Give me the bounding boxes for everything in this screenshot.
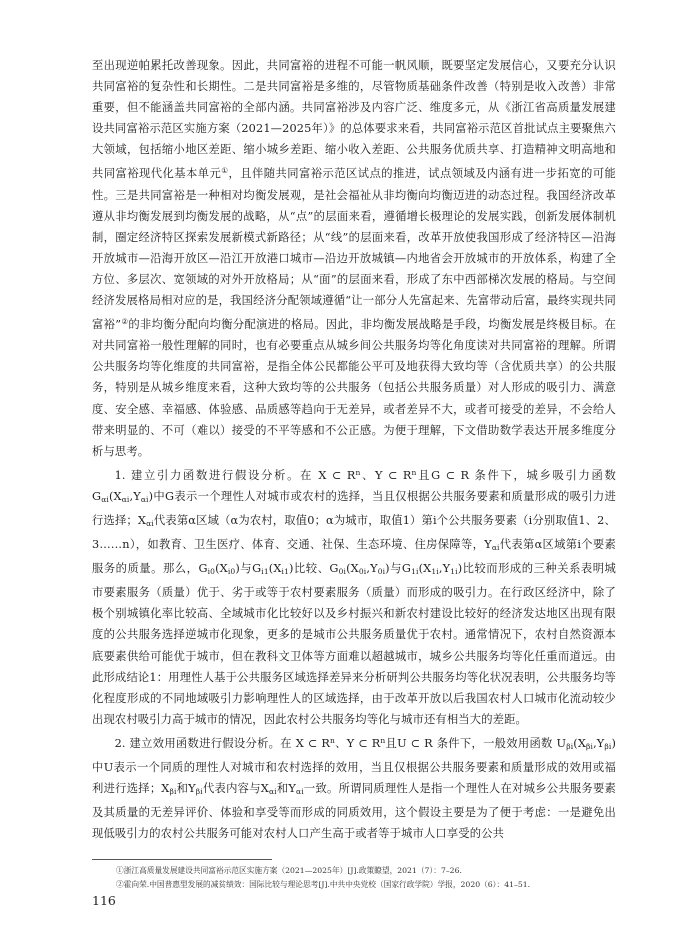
- subscript: βi: [169, 787, 177, 797]
- superscript: n: [380, 735, 386, 745]
- subscript: αi: [140, 494, 149, 504]
- superscript: n: [355, 467, 361, 477]
- text-run: 、Y ⊂ R: [334, 736, 381, 750]
- subscript: αi: [121, 494, 130, 504]
- footnotes: [92, 864, 616, 892]
- subscript: 1i: [411, 567, 419, 577]
- subscript: αi: [296, 787, 304, 797]
- text-run: (X: [418, 562, 432, 576]
- text-run: )中G表示一个理性人对城市或农村的选择，当且仅根据公共服务要素和质量形成的吸引力进行选择；X: [92, 489, 616, 527]
- footnote-1: ①浙江高质量发展建设共同富裕示范区实施方案（2021—2025年）[J].政策瞭望，2021（7）：7–26.: [116, 866, 462, 875]
- footnote-ref[interactable]: ①: [221, 166, 229, 176]
- text-run: )中U表示一个同质的理性人对城市和农村选择的效用，当且仅根据公共服务要素和质量形成的效用或福利进行选择；X: [92, 736, 617, 796]
- text-run: 代表第α区域第i个要素服务的质量。那么，G: [92, 538, 616, 576]
- subscript: αi: [268, 787, 277, 797]
- text-run: )比较而形成的三种关系表明城市要素服务（质量）优于、劣于或等于农村要素服务（质量）而形成的吸引力。在行政区经济中，除了极个别城镇化率比较高、全域城市化比较好以及乡村振兴和新农村建设比较好的经济发达地区出现有限度的公共服务选择逆城市化现象，更多的是城市公共服务质量优于农村。通常情况下，农村自然资源本底要素供给可能优于城市，但在教科文卫体等方面难以超越城市，城乡公共服务均等化任重而道远。由此形成结论1：用理性人基于公共服务区域选择差异来分析研判公共服务均等化状况表明，公共服务均等化程度形成的不同地域吸引力影响理性人的区域选择，由于改革开放以后我国农村人口城市化流动较少出现农村吸引力高于城市的情况，因此农村公共服务均等化与城市还有相当大的差距。: [92, 562, 616, 726]
- text-run: 且G ⊂ R 条件下，城乡吸引力函数 G: [92, 468, 616, 503]
- text-run: 的非均衡分配向均衡分配演进的格局。因此，非均衡发展战略是手段，均衡发展是终极目标。在对共同富裕一般性理解的同时，也有必要重点从城乡间公共服务均等化角度读对共同富裕的理解。所谓公共服务均等化维度的共同富裕，是指全体公民都能公平可及地获得大致均等（含优质共享）的公共服务，特别是从城乡维度来看，这种大致均等的公共服务（包括公共服务质量）对人形成的吸引力、满意度、安全感、幸福感、体验感、品质感等趋向于无差异，或者差异不大，或者可接受的差异，不会给人带来明显的、不可（难以）接受的不平等感和不公正感。为便于理解，下文借助数学表达开展多维度分析与思考。: [92, 318, 616, 458]
- subscript: βi: [195, 787, 203, 797]
- subscript: 1i: [431, 567, 439, 577]
- subscript: βi: [566, 741, 574, 751]
- text-run: )与G: [235, 562, 262, 576]
- superscript: n: [411, 467, 417, 477]
- text-run: ,Y: [593, 736, 605, 750]
- text-run: ,Y: [438, 562, 451, 576]
- text-run: 和Y: [276, 782, 297, 796]
- subscript: 0i: [377, 567, 386, 577]
- footnote-divider: [92, 859, 272, 860]
- text-run: ，且伴随共同富裕示范区试点的推进，试点领域及内涵有进一步拓宽的可能性。三是共同富裕是一种相对均衡发展观，是社会福祉从非均衡向均衡迈进的动态过程。我国经济改革遵从非均衡发展到均衡发展的战略，从“点”的层面来看，遵循增长极理论的发展实践，创新发展体制机制，圈定经济特区探索发展新模式新路径；从“线”的层面来看，改革开放使我国形成了经济特区—沿海开放城市—沿海开放区—沿江开放港口城市—沿边开放城镇—内地省会开放城市的开放体系，构建了全方位、多层次、宽领域的对外开放格局；从“面”的层面来看，形成了东中西部梯次发展的格局。与空间经济发展格局相对应的是，我国经济分配领域遵循“让一部分人先富起来、先富带动后富，最终实现共同富裕”: [92, 167, 616, 332]
- subscript: αi: [146, 518, 154, 528]
- text-run: 、Y ⊂ R: [360, 468, 412, 482]
- paragraph-1: [92, 55, 616, 462]
- subscript: i0: [207, 567, 216, 577]
- text-run: (X: [573, 736, 587, 750]
- subscript: 0i: [358, 567, 367, 577]
- subscript: βi: [604, 741, 612, 751]
- subscript: 0i: [338, 567, 347, 577]
- body-text: [92, 55, 616, 844]
- paragraph-3: [92, 730, 616, 844]
- subscript: i1: [261, 567, 269, 577]
- subscript: i1: [281, 567, 290, 577]
- text-run: (X: [215, 562, 228, 576]
- paragraph-2: [92, 462, 616, 730]
- text-run: 代表第α区域（α为农村，取值0；α为城市，取值1）第i个公共服务要素（i分别取值1、2、3……n），如教育、卫生医疗、体育、交通、社保、生态环境、住房保障等，Y: [92, 513, 616, 552]
- text-run: (X: [346, 562, 359, 576]
- text-run: 且U ⊂ R 条件下，一般效用函数 U: [385, 736, 567, 750]
- text-run: )与G: [385, 562, 412, 576]
- text-run: 一致。所谓同质理性人是指一个理性人在对城乡公共服务要素及其质量的无差异评价、体验和享受等而形成的同质效用，这个假设主要是为了便于考虑：一是避免出现低吸引力的农村公共服务可能对农村人口产生高于或者等于城市人口享受的公共: [92, 782, 616, 841]
- text-run: (X: [268, 562, 282, 576]
- text-run: (X: [108, 489, 122, 503]
- text-run: 至出现逆帕累托改善现象。因此，共同富裕的进程不可能一帆风顺，既要坚定发展信心，又要充分认识共同富裕的复杂性和长期性。二是共同富裕是多维的，尽管物质基础条件改善（特别是收入改善）非常重要，但不能涵盖共同富裕的全部内涵。共同富裕涉及内容广泛、维度多元，从《浙江省高质量发展建设共同富裕示范区实施方案（2021—2025年）》的总体要求来看，共同富裕示范区首批试点主要聚焦六大领域，包括缩小地区差距、缩小城乡差距、缩小收入差距、公共服务优质共享、打造精神文明高地和共同富裕现代化基本单元: [92, 59, 616, 181]
- subscript: i0: [227, 567, 236, 577]
- footnote-2: ②霍向荣.中国普惠型发展的减贫绩效：国际比较与理论思考[J].中共中央党校（国家行政学院）学报，2020（6）：41–51.: [116, 880, 531, 889]
- text-run: )比较、G: [289, 562, 339, 576]
- superscript: n: [330, 735, 335, 745]
- text-run: ,Y: [366, 562, 378, 576]
- subscript: βi: [586, 741, 594, 751]
- text-run: 代表内容与X: [202, 782, 269, 796]
- footnote-ref[interactable]: ②: [121, 317, 129, 327]
- subscript: αi: [101, 494, 109, 504]
- text-run: 2. 建立效用函数进行假设分析。在 X ⊂ R: [114, 736, 330, 750]
- text-run: 和Y: [176, 782, 196, 796]
- text-run: 1. 建立引力函数进行假设分析。在 X ⊂ R: [114, 468, 356, 482]
- subscript: 1i: [450, 567, 458, 577]
- text-run: ,Y: [129, 489, 141, 503]
- page-number: 116: [92, 893, 116, 908]
- subscript: αi: [491, 543, 500, 553]
